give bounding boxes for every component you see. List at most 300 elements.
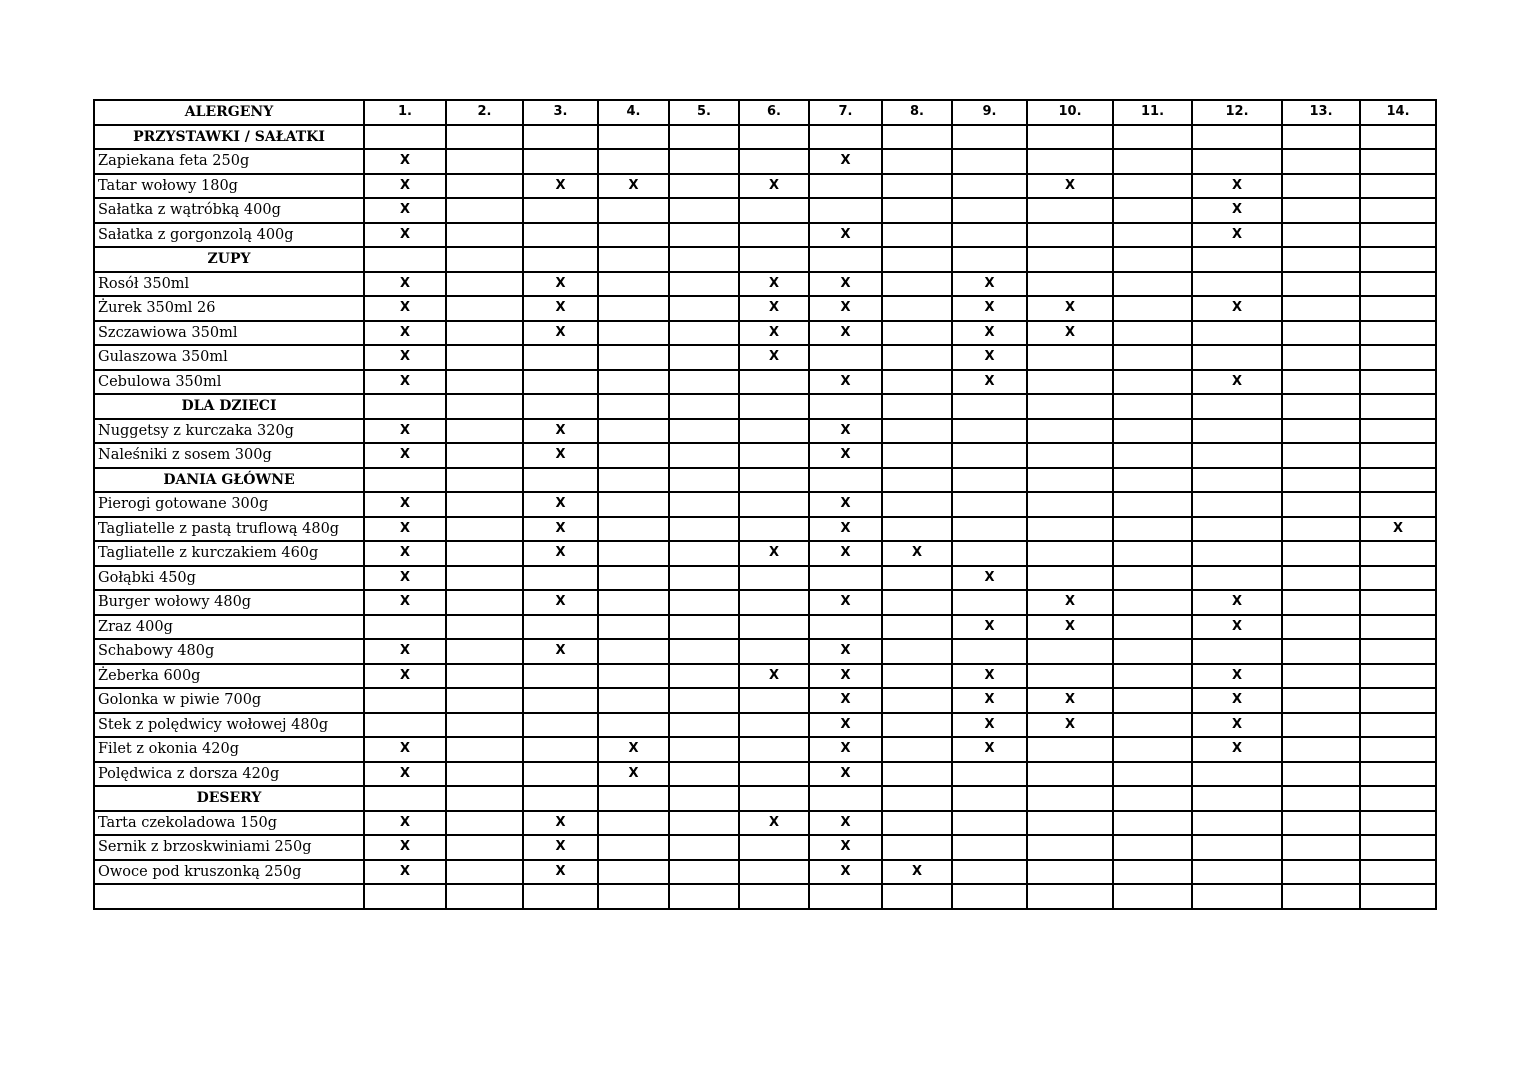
allergen-mark xyxy=(523,345,598,370)
allergen-mark xyxy=(598,615,669,640)
allergen-mark xyxy=(1282,370,1360,395)
allergen-mark xyxy=(739,517,809,542)
allergen-mark xyxy=(882,370,952,395)
allergen-mark xyxy=(882,198,952,223)
allergen-mark xyxy=(1360,443,1436,468)
empty-cell xyxy=(739,468,809,493)
allergen-mark xyxy=(1282,272,1360,297)
column-header: 13. xyxy=(1282,100,1360,125)
allergen-mark: X xyxy=(364,811,446,836)
empty-cell xyxy=(1360,394,1436,419)
empty-cell xyxy=(1027,125,1113,150)
empty-cell xyxy=(598,394,669,419)
allergen-mark xyxy=(1360,590,1436,615)
empty-cell xyxy=(1113,247,1192,272)
allergen-mark xyxy=(739,419,809,444)
allergen-mark: X xyxy=(952,272,1027,297)
empty-cell xyxy=(1192,786,1282,811)
allergen-mark xyxy=(669,419,739,444)
allergen-mark xyxy=(669,688,739,713)
allergen-mark xyxy=(1027,492,1113,517)
dish-name: Cebulowa 350ml xyxy=(94,370,364,395)
allergen-mark xyxy=(446,762,523,787)
allergen-mark xyxy=(1282,296,1360,321)
empty-cell xyxy=(523,468,598,493)
column-header: 7. xyxy=(809,100,882,125)
allergen-mark: X xyxy=(364,296,446,321)
allergen-mark xyxy=(1192,860,1282,885)
allergen-mark xyxy=(446,639,523,664)
allergen-mark: X xyxy=(364,541,446,566)
allergen-mark xyxy=(809,198,882,223)
empty-cell xyxy=(446,468,523,493)
table-row xyxy=(94,860,1436,885)
allergen-mark xyxy=(882,443,952,468)
allergen-mark: X xyxy=(809,443,882,468)
allergen-mark xyxy=(446,688,523,713)
allergen-mark: X xyxy=(364,566,446,591)
allergen-mark xyxy=(882,296,952,321)
allergen-mark xyxy=(1027,345,1113,370)
allergen-mark: X xyxy=(739,664,809,689)
allergen-mark: X xyxy=(952,713,1027,738)
allergen-mark: X xyxy=(809,590,882,615)
allergen-mark xyxy=(952,492,1027,517)
empty-cell xyxy=(739,247,809,272)
allergen-mark xyxy=(882,345,952,370)
category-row xyxy=(94,394,1436,419)
allergen-mark xyxy=(1360,345,1436,370)
allergen-mark: X xyxy=(809,737,882,762)
blank-row xyxy=(94,884,1436,909)
allergen-mark: X xyxy=(598,737,669,762)
category-label: DESERY xyxy=(94,786,364,811)
table-row xyxy=(94,737,1436,762)
allergen-mark: X xyxy=(598,174,669,199)
allergen-mark xyxy=(523,713,598,738)
allergen-mark: X xyxy=(1192,370,1282,395)
dish-name: Burger wołowy 480g xyxy=(94,590,364,615)
allergen-mark: X xyxy=(523,517,598,542)
allergen-mark: X xyxy=(809,149,882,174)
allergen-mark: X xyxy=(1192,198,1282,223)
empty-cell xyxy=(1282,247,1360,272)
allergen-mark: X xyxy=(523,835,598,860)
empty-cell xyxy=(1113,884,1192,909)
allergen-mark: X xyxy=(523,541,598,566)
allergen-mark: X xyxy=(364,370,446,395)
category-row xyxy=(94,125,1436,150)
dish-name: Naleśniki z sosem 300g xyxy=(94,443,364,468)
allergen-mark xyxy=(1360,492,1436,517)
empty-cell xyxy=(669,786,739,811)
allergen-mark xyxy=(598,639,669,664)
allergen-mark: X xyxy=(1192,174,1282,199)
allergen-mark xyxy=(952,223,1027,248)
allergen-mark: X xyxy=(882,541,952,566)
allergen-mark xyxy=(1027,272,1113,297)
empty-cell xyxy=(952,125,1027,150)
allergen-mark xyxy=(1027,860,1113,885)
allergen-mark xyxy=(1192,419,1282,444)
allergen-mark: X xyxy=(523,590,598,615)
allergen-mark xyxy=(1113,688,1192,713)
empty-cell xyxy=(1113,125,1192,150)
table-row xyxy=(94,272,1436,297)
column-header: 14. xyxy=(1360,100,1436,125)
category-label: PRZYSTAWKI / SAŁATKI xyxy=(94,125,364,150)
empty-cell xyxy=(739,125,809,150)
allergen-mark xyxy=(1360,370,1436,395)
table-row xyxy=(94,664,1436,689)
empty-cell xyxy=(364,468,446,493)
table-row xyxy=(94,590,1436,615)
allergen-mark xyxy=(598,517,669,542)
empty-cell xyxy=(882,468,952,493)
allergen-mark: X xyxy=(364,517,446,542)
allergen-mark: X xyxy=(739,811,809,836)
empty-cell xyxy=(446,125,523,150)
allergen-mark xyxy=(1282,566,1360,591)
allergen-mark xyxy=(882,492,952,517)
allergen-mark: X xyxy=(952,370,1027,395)
allergen-mark xyxy=(882,762,952,787)
allergen-mark xyxy=(882,811,952,836)
dish-name: Szczawiowa 350ml xyxy=(94,321,364,346)
allergen-mark xyxy=(446,860,523,885)
allergen-mark xyxy=(1282,443,1360,468)
category-label: DANIA GŁÓWNE xyxy=(94,468,364,493)
allergen-mark xyxy=(598,664,669,689)
empty-cell xyxy=(598,884,669,909)
allergen-mark xyxy=(1282,174,1360,199)
allergen-mark xyxy=(739,762,809,787)
allergen-mark xyxy=(1282,198,1360,223)
allergen-mark xyxy=(364,688,446,713)
allergen-mark xyxy=(669,541,739,566)
allergen-mark xyxy=(882,664,952,689)
allergen-mark xyxy=(739,639,809,664)
allergen-mark: X xyxy=(364,419,446,444)
column-header: 12. xyxy=(1192,100,1282,125)
category-label: ZUPY xyxy=(94,247,364,272)
allergen-mark: X xyxy=(1027,713,1113,738)
allergen-mark: X xyxy=(809,664,882,689)
dish-name: Rosół 350ml xyxy=(94,272,364,297)
allergen-mark xyxy=(1360,713,1436,738)
allergen-mark xyxy=(1113,370,1192,395)
allergen-mark xyxy=(523,762,598,787)
allergen-mark: X xyxy=(364,345,446,370)
empty-cell xyxy=(1113,468,1192,493)
allergen-mark xyxy=(669,272,739,297)
empty-cell xyxy=(1360,125,1436,150)
allergen-mark xyxy=(952,860,1027,885)
allergen-mark: X xyxy=(364,321,446,346)
empty-cell xyxy=(809,125,882,150)
empty-cell xyxy=(882,786,952,811)
dish-name: Schabowy 480g xyxy=(94,639,364,664)
allergen-mark xyxy=(364,615,446,640)
empty-cell xyxy=(523,394,598,419)
allergen-mark: X xyxy=(1027,615,1113,640)
allergen-mark xyxy=(1113,149,1192,174)
allergen-mark: X xyxy=(1027,590,1113,615)
allergen-mark xyxy=(1113,517,1192,542)
empty-cell xyxy=(882,884,952,909)
allergen-mark xyxy=(1360,419,1436,444)
empty-cell xyxy=(952,247,1027,272)
allergen-mark xyxy=(669,664,739,689)
allergen-mark xyxy=(523,566,598,591)
allergen-mark xyxy=(952,639,1027,664)
allergen-mark xyxy=(1113,492,1192,517)
allergen-mark xyxy=(1113,737,1192,762)
allergen-mark xyxy=(882,272,952,297)
allergen-mark: X xyxy=(739,345,809,370)
dish-name: Tatar wołowy 180g xyxy=(94,174,364,199)
allergen-mark xyxy=(669,590,739,615)
allergen-mark xyxy=(598,492,669,517)
allergen-mark xyxy=(669,321,739,346)
allergen-mark xyxy=(1282,223,1360,248)
allergen-mark xyxy=(1027,517,1113,542)
allergen-mark xyxy=(882,517,952,542)
empty-cell xyxy=(952,394,1027,419)
allergen-mark xyxy=(1027,737,1113,762)
allergen-mark: X xyxy=(523,443,598,468)
allergen-mark xyxy=(952,443,1027,468)
allergen-mark xyxy=(739,615,809,640)
allergen-mark: X xyxy=(952,688,1027,713)
empty-cell xyxy=(809,394,882,419)
column-header: 11. xyxy=(1113,100,1192,125)
empty-cell xyxy=(952,884,1027,909)
allergen-mark xyxy=(669,443,739,468)
allergen-mark xyxy=(1113,541,1192,566)
category-row xyxy=(94,468,1436,493)
allergen-mark xyxy=(1192,762,1282,787)
empty-cell xyxy=(1360,786,1436,811)
empty-cell xyxy=(1282,125,1360,150)
allergen-mark xyxy=(1192,639,1282,664)
allergen-mark: X xyxy=(809,541,882,566)
allergen-mark xyxy=(446,174,523,199)
empty-cell xyxy=(1192,247,1282,272)
allergen-mark xyxy=(598,345,669,370)
empty-cell xyxy=(739,884,809,909)
allergen-mark xyxy=(446,370,523,395)
table-row xyxy=(94,321,1436,346)
column-header: 8. xyxy=(882,100,952,125)
allergen-mark xyxy=(598,370,669,395)
allergen-mark xyxy=(1282,615,1360,640)
empty-cell xyxy=(1282,468,1360,493)
allergen-mark xyxy=(669,713,739,738)
allergen-mark: X xyxy=(523,296,598,321)
table-row xyxy=(94,566,1436,591)
allergen-mark xyxy=(882,321,952,346)
allergen-mark xyxy=(446,492,523,517)
allergen-mark: X xyxy=(523,860,598,885)
allergen-mark xyxy=(446,615,523,640)
allergen-mark xyxy=(1282,345,1360,370)
column-header: 2. xyxy=(446,100,523,125)
allergen-mark xyxy=(1192,272,1282,297)
dish-name: Tarta czekoladowa 150g xyxy=(94,811,364,836)
allergen-mark xyxy=(1113,272,1192,297)
empty-cell xyxy=(1192,884,1282,909)
allergen-mark xyxy=(1360,149,1436,174)
allergen-mark: X xyxy=(809,713,882,738)
allergen-mark: X xyxy=(739,296,809,321)
allergen-mark xyxy=(446,419,523,444)
dish-name: Golonka w piwie 700g xyxy=(94,688,364,713)
allergen-mark xyxy=(1113,835,1192,860)
allergen-mark: X xyxy=(809,811,882,836)
column-header: 9. xyxy=(952,100,1027,125)
allergen-mark xyxy=(882,615,952,640)
allergen-mark: X xyxy=(523,272,598,297)
allergen-mark xyxy=(1360,811,1436,836)
empty-cell xyxy=(1027,884,1113,909)
allergen-mark xyxy=(1113,345,1192,370)
category-row xyxy=(94,247,1436,272)
allergen-mark xyxy=(739,835,809,860)
allergen-mark xyxy=(1027,370,1113,395)
allergen-mark xyxy=(809,615,882,640)
allergen-mark: X xyxy=(739,272,809,297)
allergen-mark: X xyxy=(809,321,882,346)
allergen-mark: X xyxy=(523,321,598,346)
allergen-mark: X xyxy=(809,370,882,395)
allergen-mark xyxy=(1192,541,1282,566)
empty-cell xyxy=(364,247,446,272)
allergen-mark xyxy=(1282,713,1360,738)
dish-name: Sałatka z gorgonzolą 400g xyxy=(94,223,364,248)
allergen-mark: X xyxy=(364,198,446,223)
allergen-mark xyxy=(1192,321,1282,346)
table-row xyxy=(94,688,1436,713)
allergen-mark xyxy=(669,174,739,199)
allergen-mark xyxy=(523,370,598,395)
allergen-mark xyxy=(598,541,669,566)
allergen-mark xyxy=(1282,419,1360,444)
empty-cell xyxy=(1113,786,1192,811)
allergen-mark xyxy=(669,835,739,860)
empty-cell xyxy=(446,884,523,909)
allergen-mark xyxy=(446,737,523,762)
header-label: ALERGENY xyxy=(94,100,364,125)
allergen-mark xyxy=(1192,492,1282,517)
empty-cell xyxy=(1282,786,1360,811)
allergen-mark xyxy=(1192,517,1282,542)
allergen-mark xyxy=(1027,443,1113,468)
dish-name: Pierogi gotowane 300g xyxy=(94,492,364,517)
allergen-mark xyxy=(669,615,739,640)
empty-cell xyxy=(809,247,882,272)
allergen-mark xyxy=(598,443,669,468)
allergen-mark xyxy=(598,688,669,713)
allergen-mark xyxy=(1113,223,1192,248)
allergen-mark xyxy=(523,688,598,713)
allergen-mark xyxy=(1027,566,1113,591)
allergen-mark xyxy=(523,664,598,689)
allergen-mark xyxy=(739,713,809,738)
empty-cell xyxy=(739,394,809,419)
allergen-mark xyxy=(446,198,523,223)
allergen-mark: X xyxy=(364,762,446,787)
allergen-mark xyxy=(809,566,882,591)
allergen-mark xyxy=(1192,149,1282,174)
empty-cell xyxy=(952,468,1027,493)
allergen-mark: X xyxy=(809,762,882,787)
allergen-mark xyxy=(669,566,739,591)
allergen-mark: X xyxy=(952,615,1027,640)
allergen-mark xyxy=(446,835,523,860)
allergen-mark xyxy=(1113,590,1192,615)
allergen-mark xyxy=(952,541,1027,566)
allergen-mark xyxy=(952,149,1027,174)
header-row xyxy=(94,100,1436,125)
allergen-mark xyxy=(1360,321,1436,346)
allergen-mark: X xyxy=(739,321,809,346)
allergen-mark xyxy=(598,566,669,591)
empty-cell xyxy=(809,884,882,909)
category-row xyxy=(94,786,1436,811)
empty-cell xyxy=(446,394,523,419)
allergen-mark xyxy=(739,566,809,591)
table-row xyxy=(94,762,1436,787)
allergen-mark xyxy=(1360,223,1436,248)
allergen-mark xyxy=(739,149,809,174)
dish-name: Gołąbki 450g xyxy=(94,566,364,591)
dish-name: Filet z okonia 420g xyxy=(94,737,364,762)
empty-cell xyxy=(669,125,739,150)
allergen-mark xyxy=(882,688,952,713)
allergen-mark: X xyxy=(809,688,882,713)
allergen-mark: X xyxy=(809,223,882,248)
allergen-mark: X xyxy=(739,174,809,199)
table-row xyxy=(94,198,1436,223)
dish-name: Stek z polędwicy wołowej 480g xyxy=(94,713,364,738)
allergen-mark xyxy=(1360,762,1436,787)
allergen-mark xyxy=(1027,541,1113,566)
allergen-mark xyxy=(1192,566,1282,591)
table-row xyxy=(94,419,1436,444)
allergen-mark: X xyxy=(364,492,446,517)
allergen-mark xyxy=(1113,615,1192,640)
dish-name: Zapiekana feta 250g xyxy=(94,149,364,174)
allergen-mark xyxy=(446,149,523,174)
allergen-mark: X xyxy=(809,639,882,664)
allergen-mark xyxy=(1282,590,1360,615)
empty-cell xyxy=(1360,468,1436,493)
allergen-mark: X xyxy=(952,737,1027,762)
dish-name: Sałatka z wątróbką 400g xyxy=(94,198,364,223)
allergen-mark: X xyxy=(364,223,446,248)
table-row xyxy=(94,835,1436,860)
allergen-mark xyxy=(598,860,669,885)
allergen-mark: X xyxy=(364,443,446,468)
allergen-mark xyxy=(1192,811,1282,836)
allergen-mark: X xyxy=(952,345,1027,370)
table-row xyxy=(94,370,1436,395)
allergen-mark: X xyxy=(882,860,952,885)
empty-cell xyxy=(669,884,739,909)
table-row xyxy=(94,443,1436,468)
allergen-mark xyxy=(446,296,523,321)
